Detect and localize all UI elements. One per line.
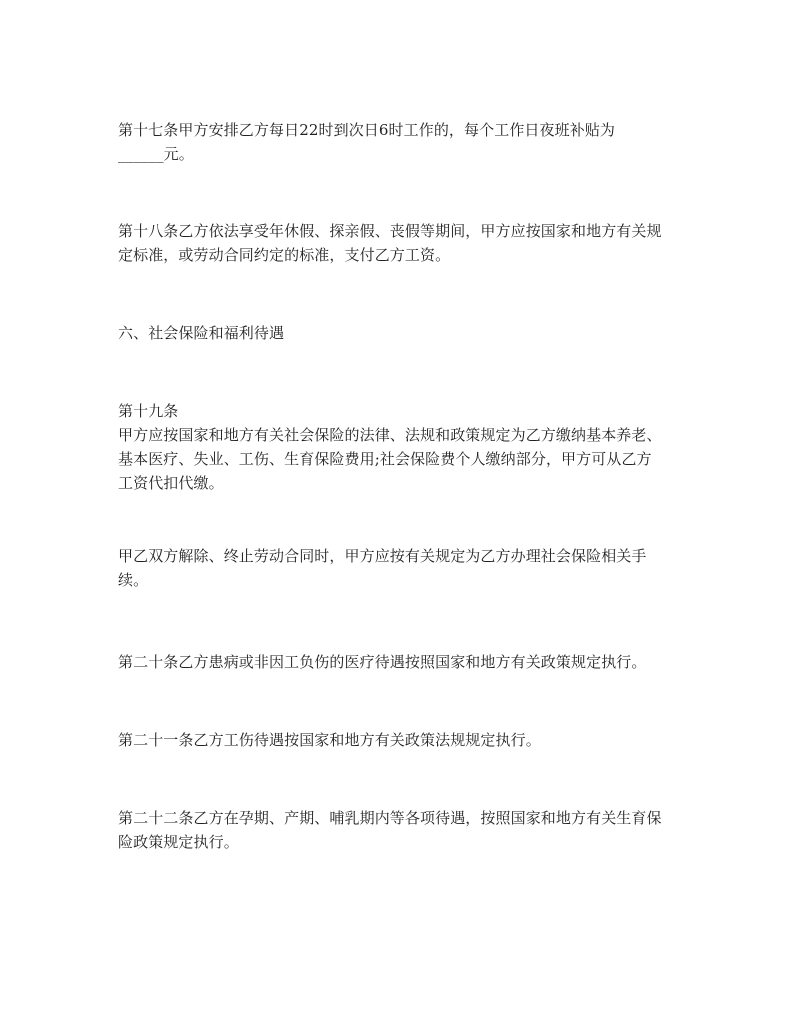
article-18-paragraph: 第十八条乙方依法享受年休假、探亲假、丧假等期间，甲方应按国家和地方有关规 定标准，或劳动合同约定的标准，支付乙方工资。: [118, 222, 662, 264]
article-19-paragraph: 第十九条 甲方应按国家和地方有关社会保险的法律、法规和政策规定为乙方缴纳基本养老、 基本医疗、失业、工伤、生育保险费用;社会保险费个人缴纳部分，甲方可从乙方 工资代扣代缴。: [118, 402, 662, 492]
termination-insurance-paragraph: 甲乙双方解除、终止劳动合同时，甲方应按有关规定为乙方办理社会保险相关手 续。: [118, 547, 647, 589]
article-17-paragraph: 第十七条甲方安排乙方每日22时到次日6时工作的，每个工作日夜班补贴为 ______元。: [118, 121, 616, 163]
article-20-paragraph: 第二十条乙方患病或非因工负伤的医疗待遇按照国家和地方有关政策规定执行。: [118, 653, 647, 671]
article-21-paragraph: 第二十一条乙方工伤待遇按国家和地方有关政策法规规定执行。: [118, 731, 541, 749]
section-6-heading: 六、社会保险和福利待遇: [118, 324, 285, 342]
article-22-paragraph: 第二十二条乙方在孕期、产期、哺乳期内等各项待遇，按照国家和地方有关生育保 险政策规定执行。: [118, 809, 662, 851]
